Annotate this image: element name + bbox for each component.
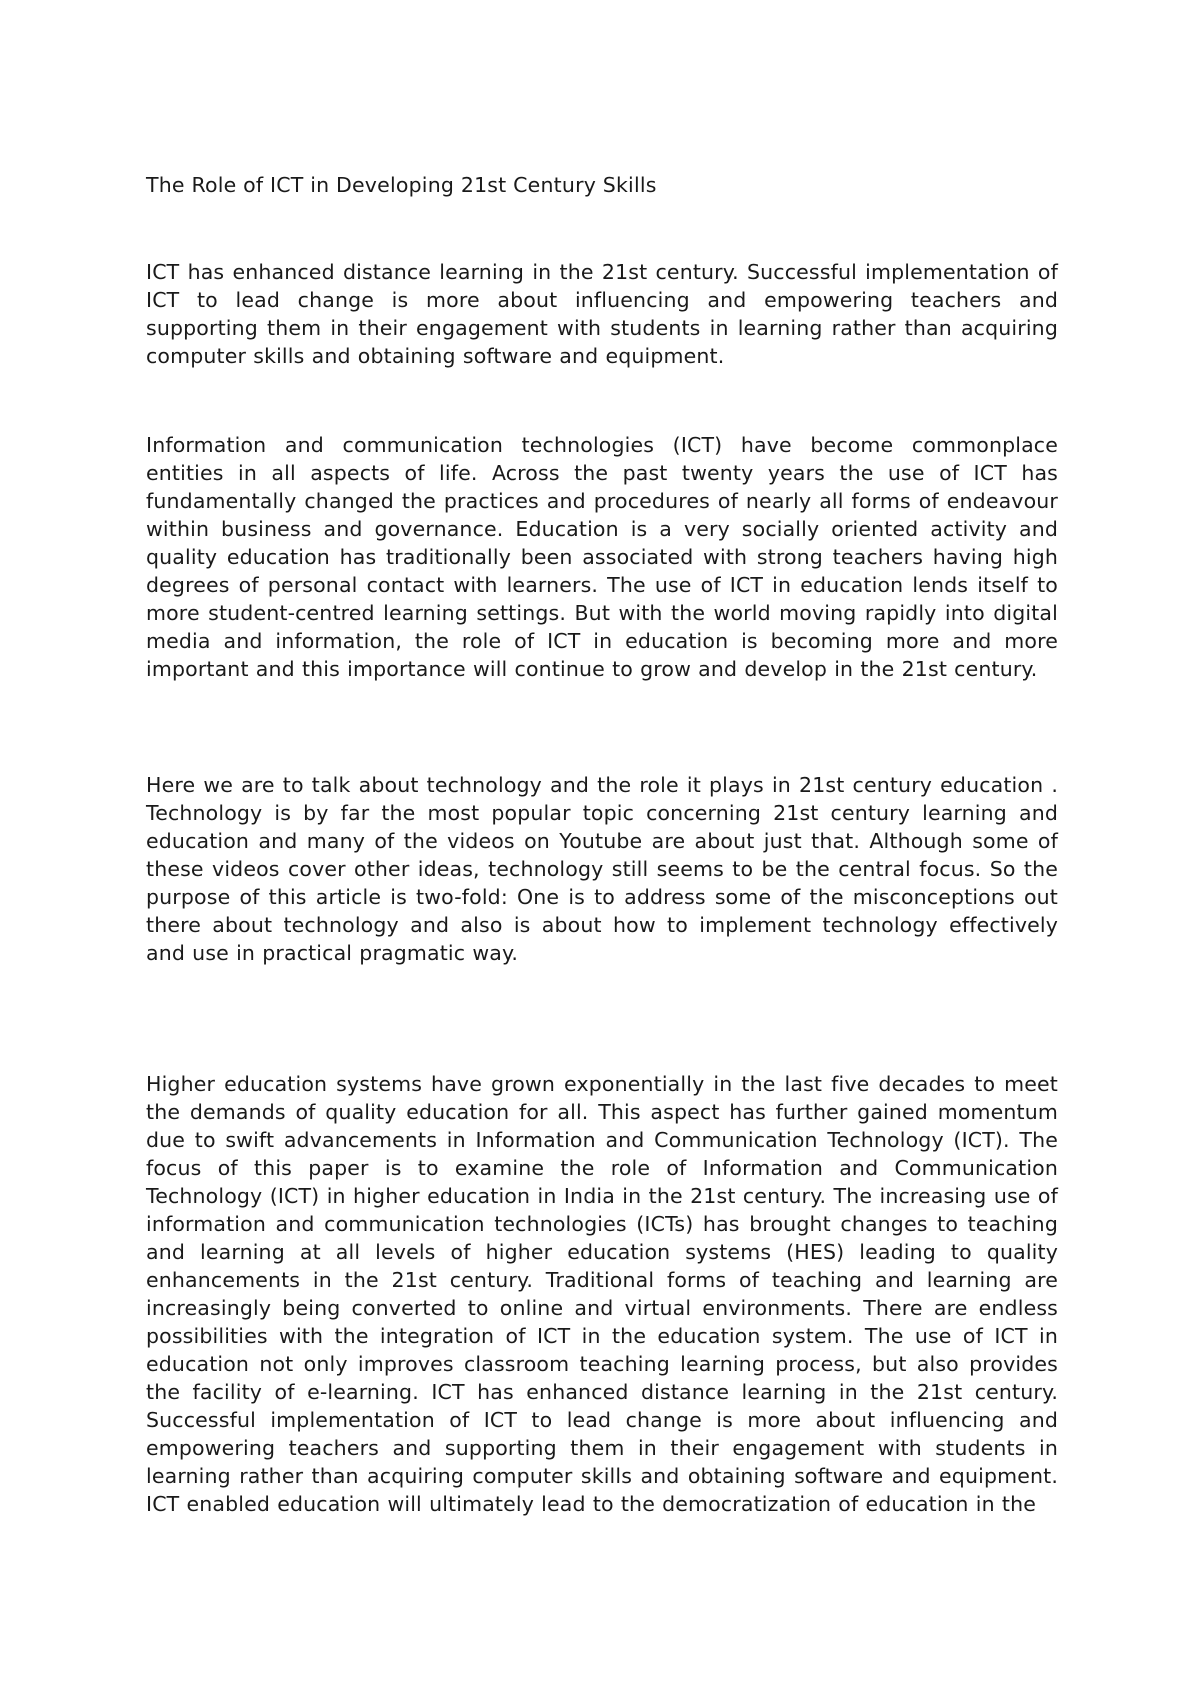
paragraph-2: Information and communication technologies (ICT) have become commonplace entities in all aspects of life. Across the past twenty years the use of ICT has fundamentally changed the practices and procedures of nearly all forms of endeavour within business and governance. Education is a very socially oriented activity and quality education has traditionally been associated with strong teachers having high degrees of personal contact with learners. The use of ICT in education lends itself to more student-centred learning settings. But with the world moving rapidly into digital media and information, the role of ICT in education is becoming more and more important and this importance will continue to grow and develop in the 21st century. <box>146 433 1058 681</box>
document-title: The Role of ICT in Developing 21st Century Skills <box>146 173 657 197</box>
paragraph-3: Here we are to talk about technology and the role it plays in 21st century education . Technology is by far the most popular topic concerning 21st century learning and education and many of the videos on Youtube are about just that. Although some of these videos cover other ideas, technology still seems to be the central focus. So the purpose of this article is two-fold: One is to address some of the misconceptions out there about technology and also is about how to implement technology effectively and use in practical pragmatic way. <box>146 773 1058 965</box>
paragraph-1: ICT has enhanced distance learning in the 21st century. Successful implementation of ICT to lead change is more about influencing and empowering teachers and supporting them in their engagement with students in learning rather than acquiring computer skills and obtaining software and equipment. <box>146 260 1058 368</box>
paragraph-4: Higher education systems have grown exponentially in the last five decades to meet the demands of quality education for all. This aspect has further gained momentum due to swift advancements in Information and Communication Technology (ICT). The focus of this paper is to examine the role of Information and Communication Technology (ICT) in higher education in India in the 21st century. The increasing use of information and communication technologies (ICTs) has brought changes to teaching and learning at all levels of higher education systems (HES) leading to quality enhancements in the 21st century. Traditional forms of teaching and learning are increasingly being converted to online and virtual environments. There are endless possibilities with the integration of ICT in the education system. The use of ICT in education not only improves classroom teaching learning process, but also provides the facility of e-learning. ICT has enhanced distance learning in the 21st century. Successful implementation of ICT to lead change is more about influencing and empowering teachers and supporting them in their engagement with students in learning rather than acquiring computer skills and obtaining software and equipment. ICT enabled education will ultimately lead to the democratization of education in the <box>146 1072 1058 1516</box>
